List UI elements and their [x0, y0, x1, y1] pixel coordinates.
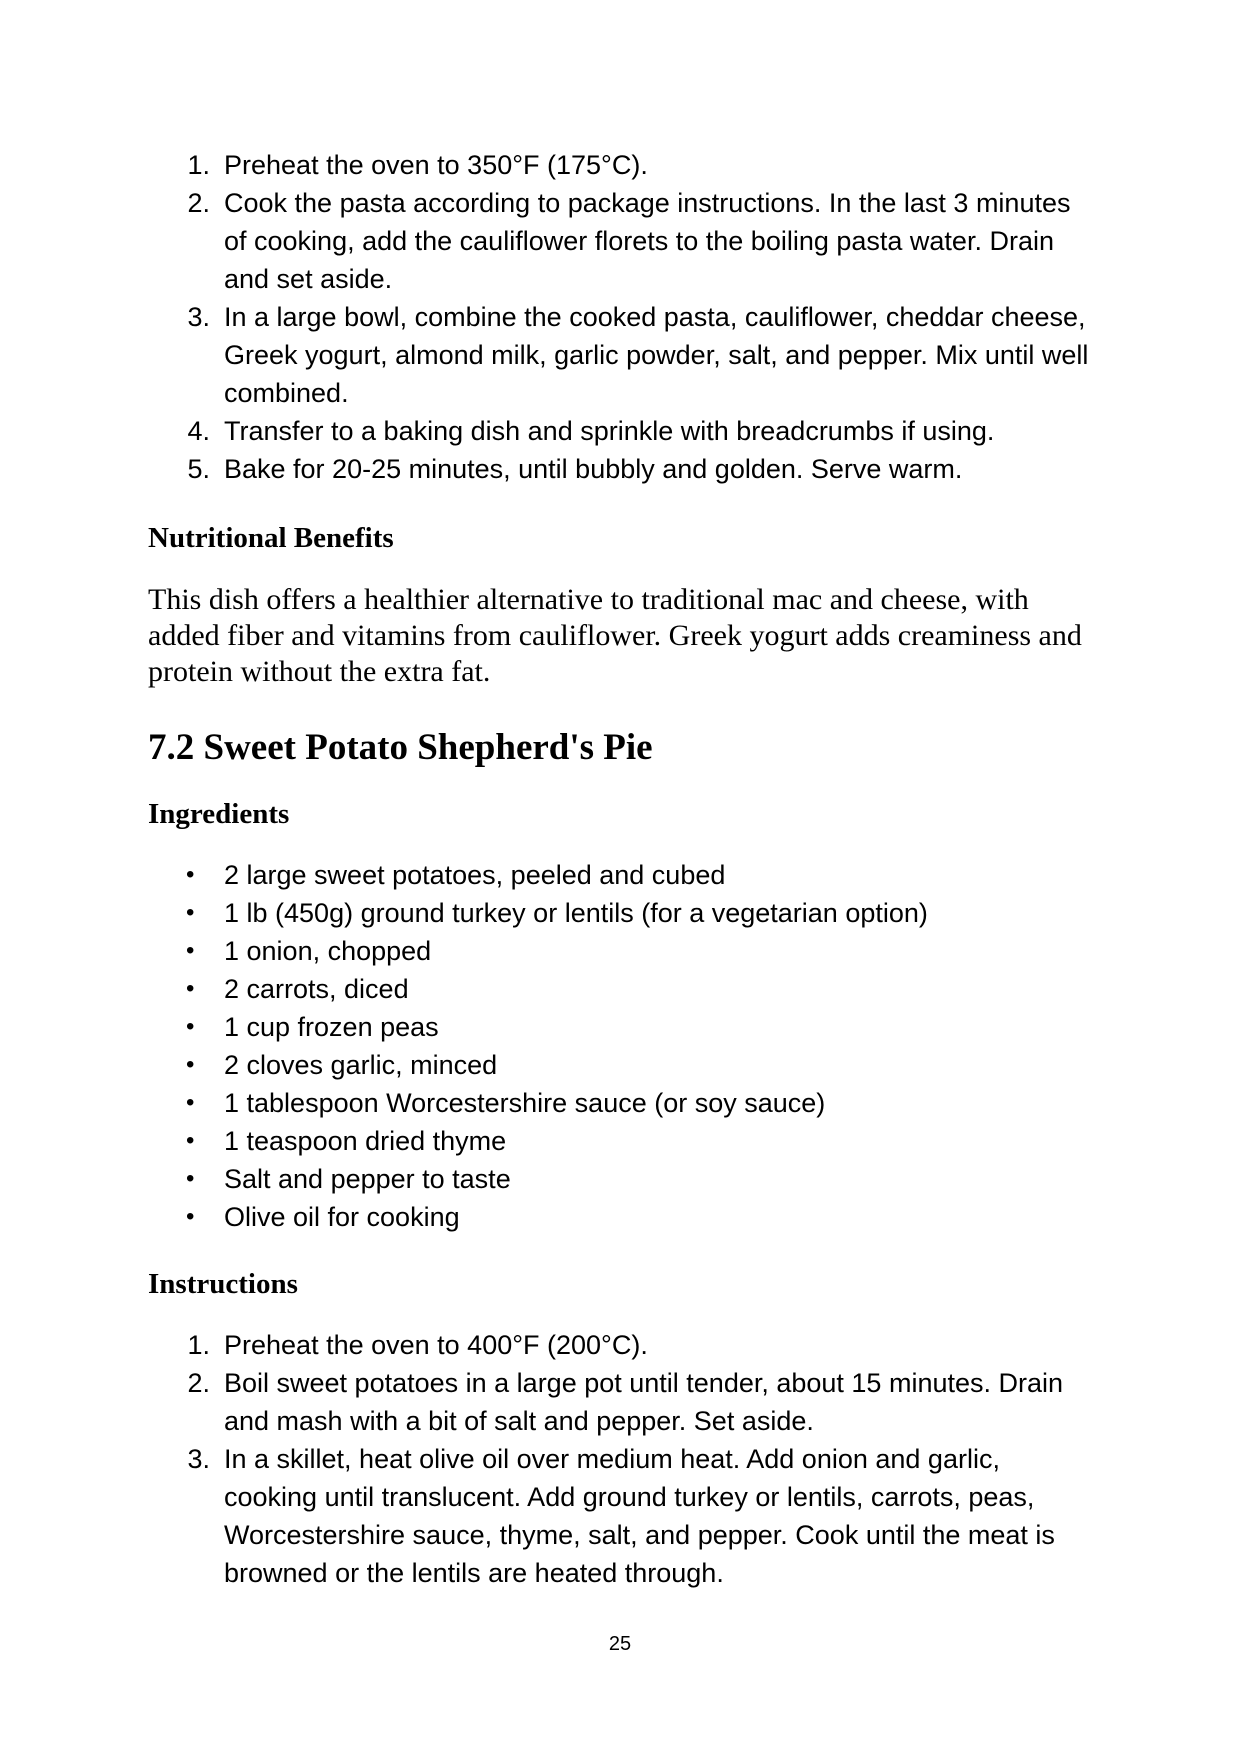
- ingredient-text: 1 tablespoon Worcestershire sauce (or soy sauce): [224, 1088, 826, 1118]
- list-item: [148, 1122, 1098, 1160]
- bullet: •: [186, 975, 195, 1002]
- step-number: 1.: [187, 1330, 210, 1360]
- list-item: [148, 1326, 1098, 1364]
- list-item: [148, 146, 1098, 184]
- bullet: •: [186, 1203, 195, 1230]
- ingredient-text: Olive oil for cooking: [224, 1202, 460, 1232]
- bullet: •: [186, 1013, 195, 1040]
- step-text: Boil sweet potatoes in a large pot until tender, about 15 minutes. Drain and mash with a bit of salt and pepper. Set aside.: [224, 1368, 1064, 1436]
- ingredient-text: Salt and pepper to taste: [224, 1164, 511, 1194]
- step-number: 2.: [187, 1368, 210, 1398]
- step-number: 3.: [187, 302, 210, 332]
- bullet: •: [186, 861, 195, 888]
- ingredient-text: 2 large sweet potatoes, peeled and cubed: [224, 860, 726, 890]
- step-text: In a large bowl, combine the cooked pasta, cauliflower, cheddar cheese, Greek yogurt, almond milk, garlic powder, salt, and pepper. Mix until well combined.: [224, 302, 1089, 408]
- nutritional-benefits-text: This dish offers a healthier alternative to traditional mac and cheese, with added fiber and vitamins from cauliflower. Greek yogurt adds creaminess and protein without the extra fat.: [148, 583, 1082, 688]
- step-text: Preheat the oven to 400°F (200°C).: [224, 1330, 648, 1360]
- list-item: [148, 970, 1098, 1008]
- step-number: 4.: [187, 416, 210, 446]
- step-text: In a skillet, heat olive oil over medium heat. Add onion and garlic, cooking until translucent. Add ground turkey or lentils, carrots, peas, Worcestershire sauce, thyme, salt, and pepper. Cook until the meat is browned or the lentils are heated through.: [224, 1444, 1055, 1588]
- ingredient-text: 2 cloves garlic, minced: [224, 1050, 498, 1080]
- bullet: •: [186, 937, 195, 964]
- list-item: [148, 856, 1098, 894]
- list-item: [148, 298, 1098, 412]
- list-item: [148, 1084, 1098, 1122]
- section-title: 7.2 Sweet Potato Shepherd's Pie: [148, 727, 653, 768]
- list-item: [148, 184, 1098, 298]
- list-item: [148, 1046, 1098, 1084]
- ingredients-list: [148, 856, 1098, 1236]
- step-number: 3.: [187, 1444, 210, 1474]
- step-text: Transfer to a baking dish and sprinkle with breadcrumbs if using.: [224, 416, 995, 446]
- ingredient-text: 1 teaspoon dried thyme: [224, 1126, 507, 1156]
- list-item: [148, 412, 1098, 450]
- step-text: Preheat the oven to 350°F (175°C).: [224, 150, 648, 180]
- list-item: [148, 1364, 1098, 1440]
- bullet: •: [186, 1165, 195, 1192]
- instructions-heading: Instructions: [148, 1268, 298, 1300]
- step-number: 1.: [187, 150, 210, 180]
- page-number: 25: [608, 1633, 632, 1655]
- list-item: [148, 1008, 1098, 1046]
- nutritional-benefits-heading: Nutritional Benefits: [148, 522, 394, 554]
- bullet: •: [186, 1051, 195, 1078]
- list-item: [148, 1198, 1098, 1236]
- list-item: [148, 450, 1098, 488]
- ingredient-text: 1 onion, chopped: [224, 936, 432, 966]
- list-item: [148, 1440, 1098, 1592]
- list-item: [148, 1160, 1098, 1198]
- bullet: •: [186, 899, 195, 926]
- list-item: [148, 894, 1098, 932]
- list-item: [148, 932, 1098, 970]
- step-number: 2.: [187, 188, 210, 218]
- ingredients-heading: Ingredients: [148, 798, 290, 830]
- step-text: Cook the pasta according to package instructions. In the last 3 minutes of cooking, add the cauliflower florets to the boiling pasta water. Drain and set aside.: [224, 188, 1071, 294]
- instructions-list: [148, 1326, 1098, 1592]
- step-text: Bake for 20-25 minutes, until bubbly and golden. Serve warm.: [224, 454, 963, 484]
- bullet: •: [186, 1127, 195, 1154]
- ingredient-text: 1 lb (450g) ground turkey or lentils (for a vegetarian option): [224, 898, 928, 928]
- step-number: 5.: [187, 454, 210, 484]
- bullet: •: [186, 1089, 195, 1116]
- top-steps-list: [148, 146, 1098, 488]
- page-content: [148, 146, 1098, 1592]
- ingredient-text: 2 carrots, diced: [224, 974, 409, 1004]
- ingredient-text: 1 cup frozen peas: [224, 1012, 439, 1042]
